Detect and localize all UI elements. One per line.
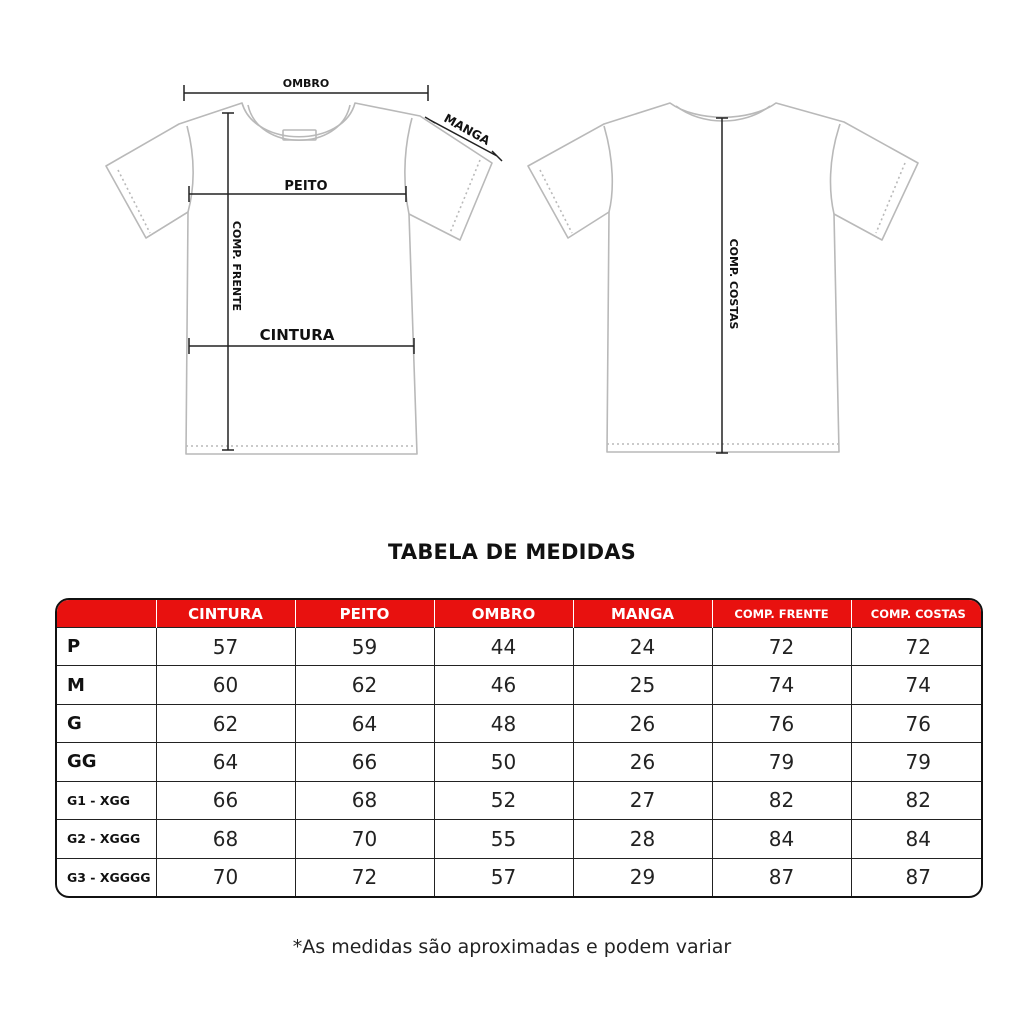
cell-cintura: 62 <box>156 704 295 742</box>
cell-cintura: 66 <box>156 781 295 819</box>
cell-comp-frente: 76 <box>712 704 851 742</box>
cell-ombro: 50 <box>434 743 573 781</box>
size-label: M <box>57 666 156 704</box>
cell-cintura: 68 <box>156 820 295 858</box>
cell-comp-costas: 76 <box>851 704 983 742</box>
cell-peito: 66 <box>295 743 434 781</box>
cell-comp-costas: 84 <box>851 820 983 858</box>
header-peito: PEITO <box>295 600 434 628</box>
size-label: G1 - XGG <box>57 781 156 819</box>
cell-peito: 72 <box>295 858 434 896</box>
cell-manga: 25 <box>573 666 712 704</box>
cell-comp-costas: 82 <box>851 781 983 819</box>
comp-costas-label: COMP. COSTAS <box>727 238 740 330</box>
cell-comp-frente: 87 <box>712 858 851 896</box>
table-header-row <box>57 600 983 628</box>
cell-comp-frente: 72 <box>712 628 851 666</box>
header-corner <box>57 600 156 628</box>
size-label: G <box>57 704 156 742</box>
cell-ombro: 52 <box>434 781 573 819</box>
cell-peito: 68 <box>295 781 434 819</box>
cell-manga: 26 <box>573 704 712 742</box>
peito-label: PEITO <box>284 179 328 194</box>
footnote: *As medidas são aproximadas e podem variar <box>292 936 732 958</box>
cell-cintura: 70 <box>156 858 295 896</box>
cell-cintura: 57 <box>156 628 295 666</box>
header-ombro: OMBRO <box>434 600 573 628</box>
cell-comp-costas: 87 <box>851 858 983 896</box>
cell-ombro: 46 <box>434 666 573 704</box>
cell-peito: 62 <box>295 666 434 704</box>
size-label: GG <box>57 743 156 781</box>
cell-manga: 29 <box>573 858 712 896</box>
cell-cintura: 64 <box>156 743 295 781</box>
cell-comp-frente: 84 <box>712 820 851 858</box>
cell-manga: 27 <box>573 781 712 819</box>
table-row <box>57 858 983 896</box>
cell-comp-costas: 74 <box>851 666 983 704</box>
cell-comp-costas: 72 <box>851 628 983 666</box>
cell-peito: 70 <box>295 820 434 858</box>
table-row <box>57 781 983 819</box>
comp-frente-label: COMP. FRENTE <box>230 220 243 312</box>
cell-manga: 28 <box>573 820 712 858</box>
cell-comp-frente: 79 <box>712 743 851 781</box>
size-table <box>55 598 983 898</box>
back-tshirt <box>528 103 918 452</box>
table-row <box>57 666 983 704</box>
cell-ombro: 44 <box>434 628 573 666</box>
header-comp-costas: COMP. COSTAS <box>851 600 983 628</box>
cell-peito: 59 <box>295 628 434 666</box>
header-cintura: CINTURA <box>156 600 295 628</box>
cintura-label: CINTURA <box>259 326 335 344</box>
cell-manga: 24 <box>573 628 712 666</box>
header-manga: MANGA <box>573 600 712 628</box>
size-label: P <box>57 628 156 666</box>
table-row <box>57 704 983 742</box>
manga-label: MANGA <box>441 111 493 148</box>
ombro-label: OMBRO <box>282 77 330 90</box>
table-row <box>57 628 983 666</box>
cell-cintura: 60 <box>156 666 295 704</box>
cell-comp-frente: 74 <box>712 666 851 704</box>
cell-comp-costas: 79 <box>851 743 983 781</box>
table-row <box>57 743 983 781</box>
cell-ombro: 55 <box>434 820 573 858</box>
table-row <box>57 820 983 858</box>
size-label: G3 - XGGGG <box>57 858 156 896</box>
size-diagram <box>0 0 1024 480</box>
cell-peito: 64 <box>295 704 434 742</box>
header-comp-frente: COMP. FRENTE <box>712 600 851 628</box>
size-label: G2 - XGGG <box>57 820 156 858</box>
cell-comp-frente: 82 <box>712 781 851 819</box>
cell-ombro: 57 <box>434 858 573 896</box>
front-tshirt <box>106 103 492 454</box>
cell-ombro: 48 <box>434 704 573 742</box>
cell-manga: 26 <box>573 743 712 781</box>
table-title: TABELA DE MEDIDAS <box>387 540 637 564</box>
